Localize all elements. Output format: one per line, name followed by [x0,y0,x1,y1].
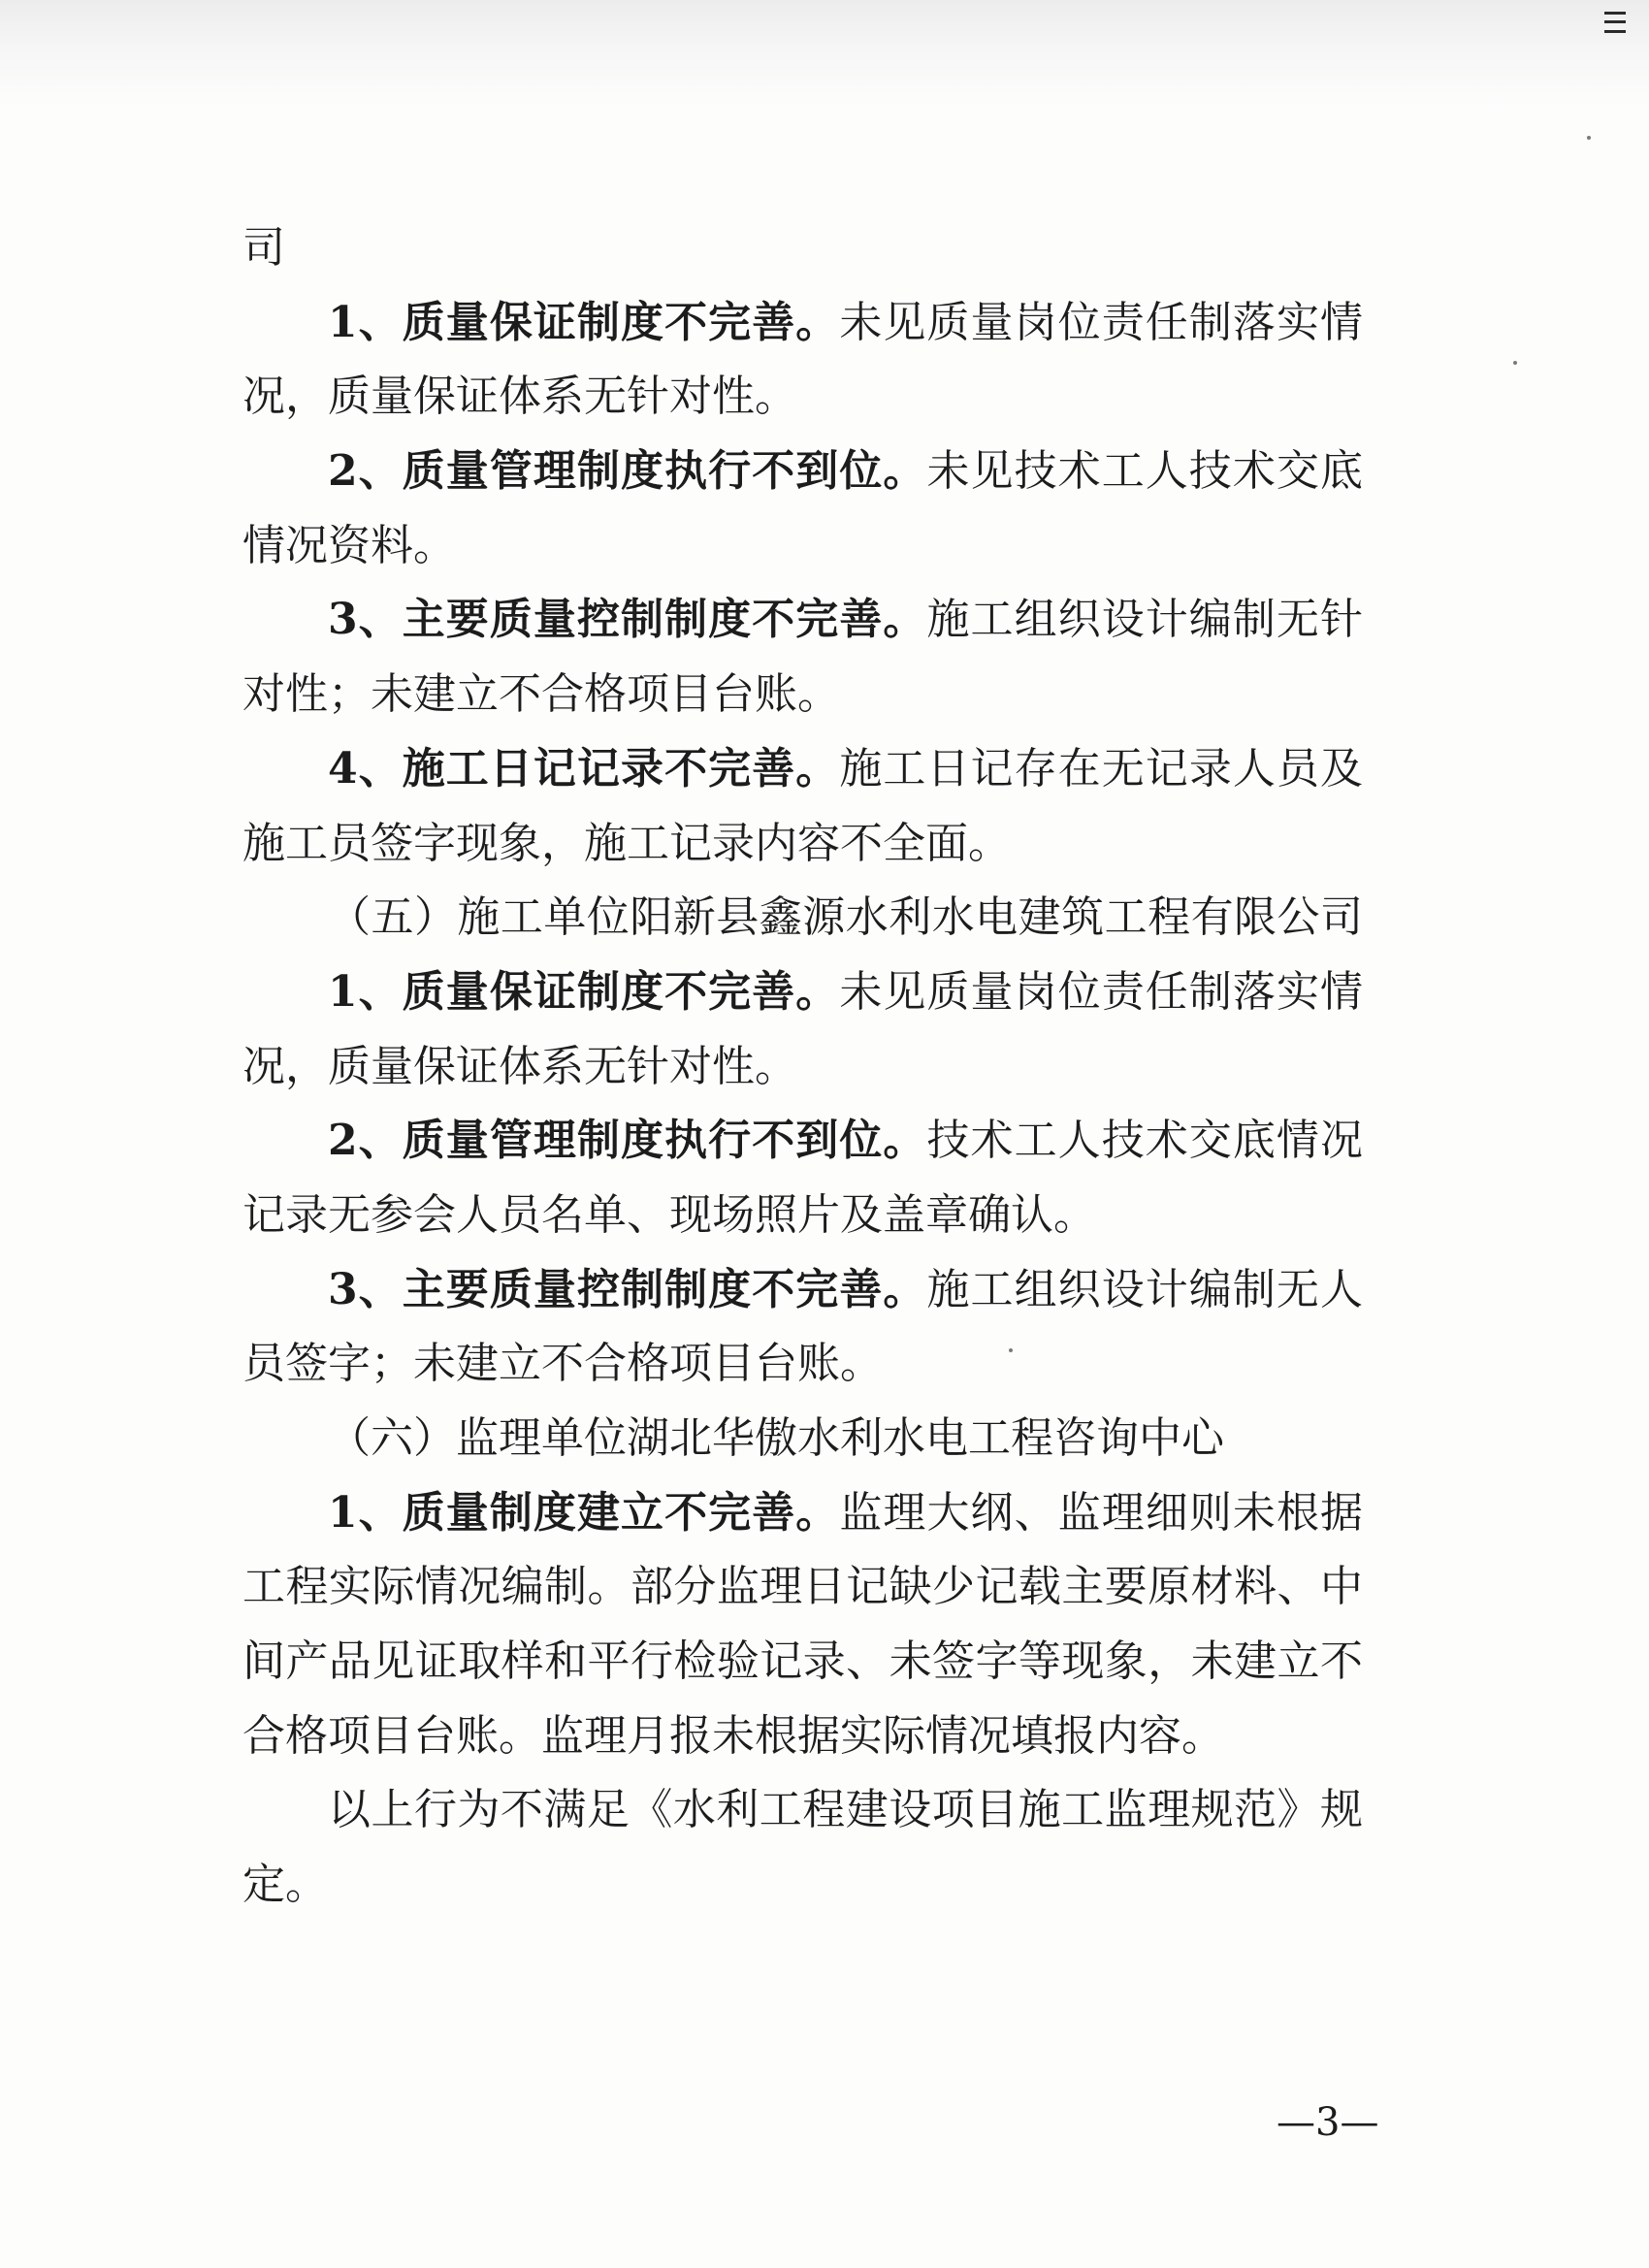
paragraph-line [242,956,1363,1030]
document-body [242,211,1363,1923]
body-text: 间产品见证取样和平行检验记录、未签字等现象，未建立不 [242,1636,1363,1687]
body-text: 合格项目台账。监理月报未根据实际情况填报内容。 [242,1710,1224,1761]
crop-mark-icon [1604,12,1626,33]
body-text: （五）施工单位阳新县鑫源水利水电建筑工程有限公司 [328,892,1363,943]
body-text: 未见技术工人技术交底 [926,446,1363,497]
paragraph-line [242,807,1363,882]
body-text: 技术工人技术交底情况 [926,1116,1363,1166]
body-text: 工程实际情况编制。部分监理日记缺少记载主要原材料、中 [242,1562,1363,1612]
page-number: —3— [1277,2100,1379,2145]
paragraph-line [242,1030,1363,1105]
body-text: 司 [242,223,285,273]
body-text: 定。 [242,1860,328,1910]
paragraph-line [242,360,1363,435]
bold-lead-text: 4、施工日记记录不完善。 [328,743,840,794]
body-text: 以上行为不满足《水利工程建设项目施工监理规范》规 [328,1785,1363,1835]
body-text: 施工组织设计编制无针 [926,595,1363,645]
paragraph-line [242,1179,1363,1253]
paragraph-line [242,435,1363,509]
bold-lead-text: 2、质量管理制度执行不到位。 [328,446,927,497]
body-text: 况，质量保证体系无针对性。 [242,1041,797,1091]
body-text: 记录无参会人员名单、现场照片及盖章确认。 [242,1189,1096,1240]
body-text: 施工组织设计编制无人 [926,1264,1363,1314]
paragraph-line [242,1773,1363,1848]
section-heading [242,1402,1363,1476]
paragraph-line [242,1253,1363,1328]
paragraph-line [242,583,1363,658]
body-text: 况，质量保证体系无针对性。 [242,372,797,422]
bold-lead-text: 2、质量管理制度执行不到位。 [328,1116,927,1166]
body-text: 监理大纲、监理细则未根据 [839,1487,1364,1538]
paragraph-line [242,1700,1363,1774]
paragraph-line [242,211,1363,286]
body-text: （六）监理单位湖北华傲水利水电工程咨询中心 [328,1413,1224,1463]
paragraph-line [242,732,1363,807]
paragraph-line [242,509,1363,584]
paragraph-line [242,1476,1363,1551]
paragraph-line [242,1327,1363,1402]
body-text: 施工员签字现象，施工记录内容不全面。 [242,818,1011,868]
paragraph-line [242,1848,1363,1923]
paragraph-line [242,1104,1363,1179]
scan-speck [1587,136,1591,140]
body-text: 员签字；未建立不合格项目台账。 [242,1339,883,1389]
scan-speck [1513,361,1517,365]
bold-lead-text: 3、主要质量控制制度不完善。 [328,595,927,645]
bold-lead-text: 3、主要质量控制制度不完善。 [328,1264,927,1314]
body-text: 情况资料。 [242,520,456,570]
body-text: 未见质量岗位责任制落实情 [839,966,1364,1017]
paragraph-line [242,1550,1363,1625]
section-heading [242,881,1363,956]
bold-lead-text: 1、质量保证制度不完善。 [328,297,840,347]
body-text: 未见质量岗位责任制落实情 [839,297,1364,347]
paragraph-line [242,286,1363,361]
body-text: 对性；未建立不合格项目台账。 [242,669,840,720]
bold-lead-text: 1、质量保证制度不完善。 [328,966,840,1017]
paragraph-line [242,1625,1363,1700]
scan-shadow-band [0,0,1649,107]
body-text: 施工日记存在无记录人员及 [839,743,1364,794]
bold-lead-text: 1、质量制度建立不完善。 [328,1487,840,1538]
paragraph-line [242,658,1363,732]
